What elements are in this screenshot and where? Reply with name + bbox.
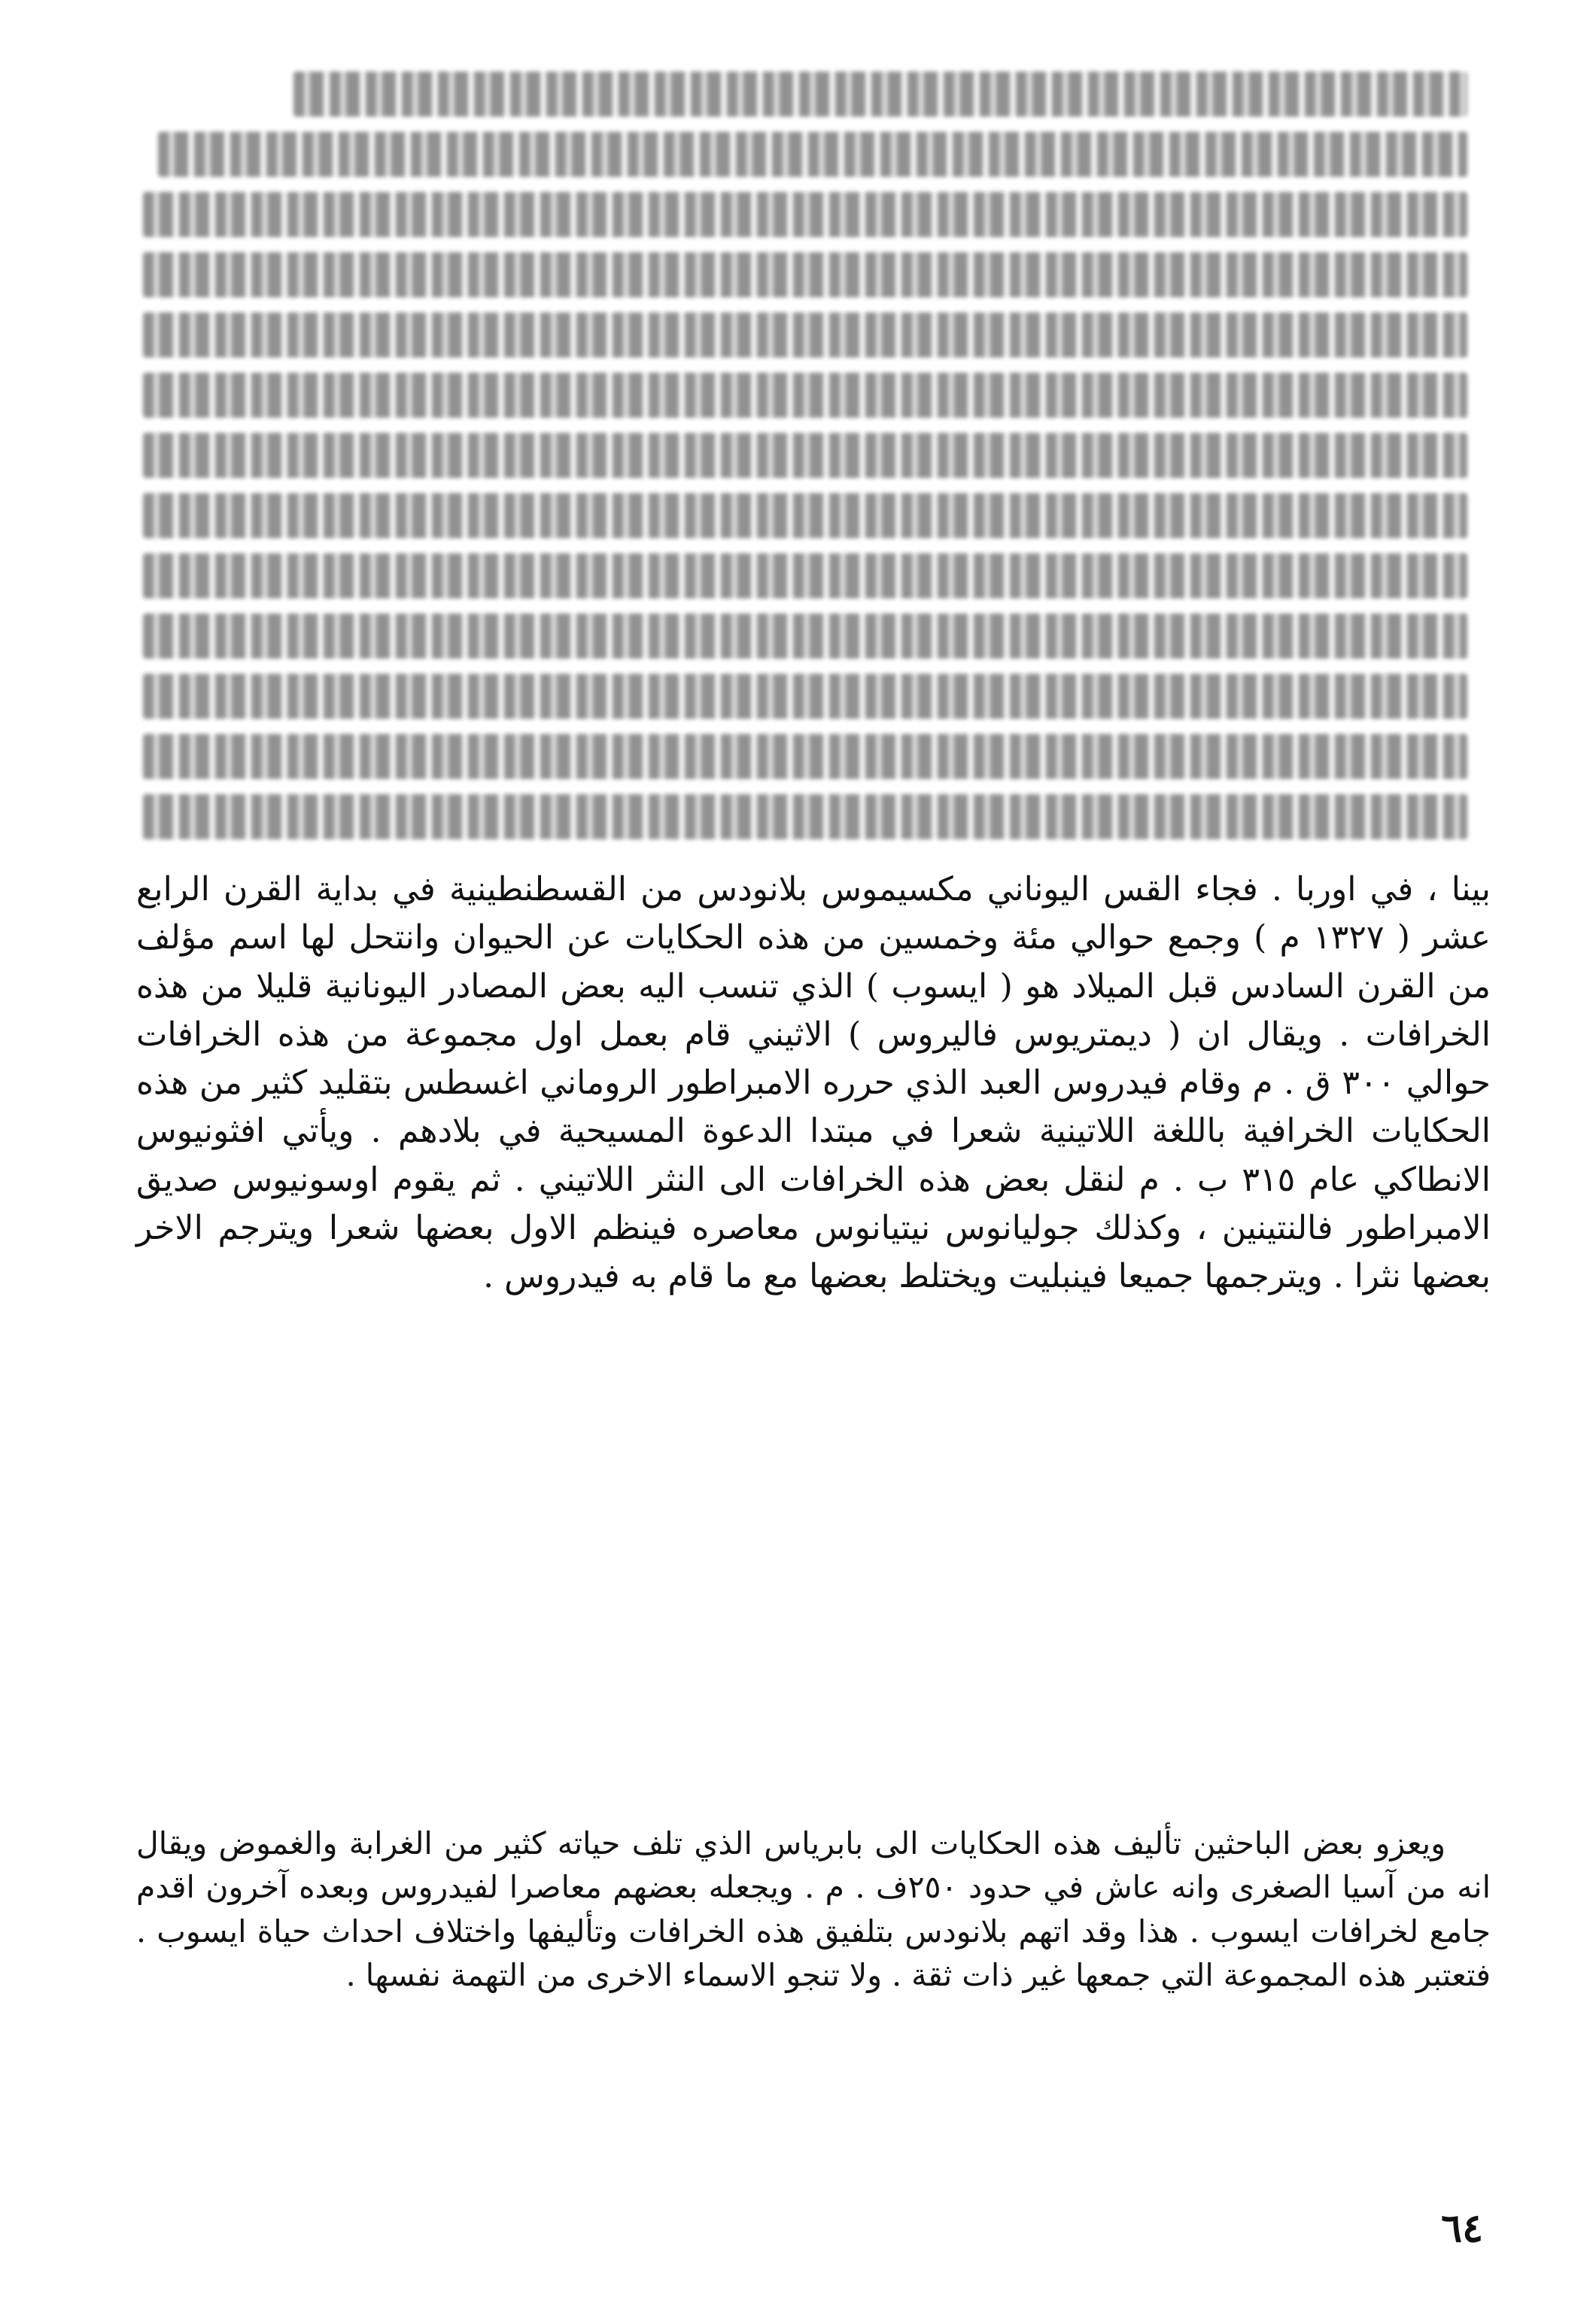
blurred-line [143,794,1467,839]
blurred-line [143,493,1467,538]
blurred-line [143,252,1467,297]
blurred-line [143,312,1467,358]
blurred-line [143,373,1467,418]
second-paragraph [136,1822,1491,1998]
blurred-line [143,433,1467,478]
blurred-line [143,192,1467,237]
paragraph-text: بينا ، في اوربا . فجاء القس اليوناني مكسيموس بلانودس من القسطنطينية في بداية القرن الرابع عشر ( ١٣٢٧ م ) وجمع حوالي مئة وخمسين من هذه الحكايات عن الحيوان وانتحل لها اسم مؤلف من القرن السادس قبل الميلاد هو ( ايسوب ) الذي تنسب اليه بعض المصادر اليونانية قليلا من هذه الخرافات . ويقال ان ( ديمتريوس فاليروس ) الاثيني قام بعمل اول مجموعة من هذه الخرافات حوالي ٣٠٠ ق . م وقام فيدروس العبد الذي حرره الامبراطور الروماني اغسطس بتقليد كثير من هذه الحكايات الخرافية باللغة اللاتينية شعرا في مبتدا الدعوة المسيحية في بلادهم . ويأتي افثونيوس الانطاكي عام ٣١٥ ب . م لنقل بعض هذه الخرافات الى النثر اللاتيني . ثم يقوم اوسونيوس صديق الامبراطور فالنتينين ، وكذلك جوليانوس نيتيانوس معاصره فينظم الاول بعضها شعرا ويترجم الاخر بعضها نثرا . ويترجمها جميعا فينبليت ويختلط بعضها مع ما قام به فيدروس . [136,870,1491,1296]
page-number: ٦٤ [1441,2205,1483,2251]
blurred-line [143,734,1467,779]
blurred-line [293,72,1467,117]
blurred-line [143,674,1467,719]
blurred-text-region [143,72,1467,854]
main-paragraph [136,866,1491,1301]
blurred-line [143,613,1467,659]
blurred-line [158,132,1467,177]
paragraph-text: ويعزو بعض الباحثين تأليف هذه الحكايات الى بابرياس الذي تلف حياته كثير من الغرابة والغموض ويقال انه من آسيا الصغرى وانه عاش في حدود ٢٥٠ف . م . ويجعله بعضهم معاصرا لفيدروس وبعده آخرون اقدم جامع لخرافات ايسوب . هذا وقد اتهم بلانودس بتلفيق هذه الخرافات وتأليفها واختلاف احداث حياة ايسوب . فتعتبر هذه المجموعة التي جمعها غير ذات ثقة . ولا تنجو الاسماء الاخرى من التهمة نفسها . [136,1825,1491,1994]
blurred-line [143,553,1467,598]
